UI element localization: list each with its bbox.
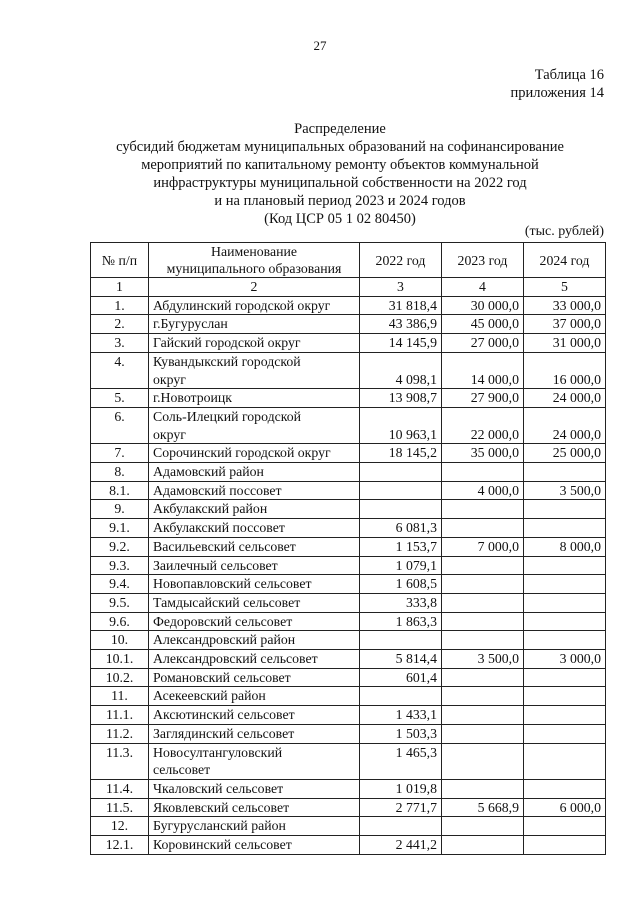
amount-2023	[442, 593, 524, 612]
municipality-name-line1: Новосултангуловский	[153, 744, 283, 760]
municipality-name-line1: Тамдысайский сельсовет	[153, 594, 301, 610]
table-row	[91, 817, 606, 836]
row-number: 5.	[91, 389, 149, 408]
header-no: № п/п	[91, 243, 149, 278]
municipality-name-line1: Заилечный сельсовет	[153, 557, 278, 573]
amount-2023: 4 000,0	[442, 481, 524, 500]
table-row	[91, 836, 606, 855]
municipality-name	[149, 463, 360, 482]
row-number: 11.3.	[91, 743, 149, 779]
row-number: 9.1.	[91, 519, 149, 538]
units-label: (тыс. рублей)	[524, 224, 604, 239]
municipality-name-line1: Чкаловский сельсовет	[153, 780, 284, 796]
amount-2022: 5 814,4	[360, 650, 442, 669]
amount-2022: 6 081,3	[360, 519, 442, 538]
municipality-name	[149, 650, 360, 669]
amount-2024	[524, 743, 606, 779]
table-reference	[511, 66, 604, 102]
header-2023: 2023 год	[442, 243, 524, 278]
amount-2024	[524, 463, 606, 482]
row-number: 10.1.	[91, 650, 149, 669]
row-number: 9.6.	[91, 612, 149, 631]
amount-2023	[442, 500, 524, 519]
row-number: 11.1.	[91, 706, 149, 725]
municipality-name-line2: сельсовет	[153, 762, 211, 778]
amount-2024	[524, 500, 606, 519]
municipality-name-line2: округ	[153, 426, 186, 442]
amount-2023	[442, 575, 524, 594]
table-row	[91, 593, 606, 612]
municipality-name-line1: Романовский сельсовет	[153, 669, 291, 685]
row-number: 6.	[91, 407, 149, 443]
amount-2023	[442, 724, 524, 743]
amount-2023	[442, 817, 524, 836]
table-body	[91, 296, 606, 854]
amount-2022: 1 608,5	[360, 575, 442, 594]
amount-2023	[442, 519, 524, 538]
table-row	[91, 706, 606, 725]
table-row	[91, 296, 606, 315]
header-row	[91, 243, 606, 278]
amount-2022: 10 963,1	[360, 407, 442, 443]
title-line6: (Код ЦСР 05 1 02 80450)	[264, 211, 416, 227]
municipality-name	[149, 668, 360, 687]
municipality-name	[149, 500, 360, 519]
amount-2022: 1 153,7	[360, 537, 442, 556]
municipality-name	[149, 724, 360, 743]
table-row	[91, 650, 606, 669]
table-row	[91, 334, 606, 353]
municipality-name	[149, 481, 360, 500]
amount-2024	[524, 593, 606, 612]
amount-2024	[524, 817, 606, 836]
amount-2022: 14 145,9	[360, 334, 442, 353]
municipality-name	[149, 537, 360, 556]
table-row	[91, 315, 606, 334]
amount-2023	[442, 743, 524, 779]
municipality-name	[149, 612, 360, 631]
amount-2022	[360, 687, 442, 706]
table-row	[91, 481, 606, 500]
title-line3: мероприятий по капитальному ремонту объектов коммунальной	[141, 157, 539, 173]
municipality-name-line1: Федоровский сельсовет	[153, 613, 293, 629]
column-number-row	[91, 278, 606, 297]
amount-2022: 1 433,1	[360, 706, 442, 725]
municipality-name-line1: Васильевский сельсовет	[153, 538, 296, 554]
amount-2022	[360, 500, 442, 519]
municipality-name-line1: Заглядинский сельсовет	[153, 725, 295, 741]
municipality-name-line1: Адамовский поссовет	[153, 482, 282, 498]
table-row	[91, 798, 606, 817]
header-name-line2: муниципального образования	[166, 261, 342, 276]
amount-2024	[524, 556, 606, 575]
amount-2024	[524, 575, 606, 594]
row-number: 7.	[91, 444, 149, 463]
municipality-name-line1: Александровский район	[153, 632, 296, 648]
amount-2023	[442, 463, 524, 482]
table-ref-line2: приложения 14	[510, 85, 604, 101]
amount-2023	[442, 631, 524, 650]
amount-2022: 1 503,3	[360, 724, 442, 743]
amount-2023: 27 000,0	[442, 334, 524, 353]
amount-2022: 1 079,1	[360, 556, 442, 575]
row-number: 1.	[91, 296, 149, 315]
municipality-name-line1: Акбулакский поссовет	[153, 520, 285, 536]
table-ref-line1: Таблица 16	[534, 67, 604, 83]
municipality-name	[149, 706, 360, 725]
municipality-name	[149, 315, 360, 334]
amount-2024: 3 000,0	[524, 650, 606, 669]
amount-2022	[360, 463, 442, 482]
amount-2024: 24 000,0	[524, 389, 606, 408]
amount-2023	[442, 836, 524, 855]
table-row	[91, 519, 606, 538]
row-number: 10.	[91, 631, 149, 650]
row-number: 11.2.	[91, 724, 149, 743]
row-number: 2.	[91, 315, 149, 334]
municipality-name	[149, 407, 360, 443]
amount-2023: 5 668,9	[442, 798, 524, 817]
amount-2024	[524, 687, 606, 706]
col-number: 1	[91, 278, 149, 297]
municipality-name	[149, 631, 360, 650]
amount-2023: 45 000,0	[442, 315, 524, 334]
table-row	[91, 668, 606, 687]
header-name	[149, 243, 360, 278]
row-number: 3.	[91, 334, 149, 353]
header-2022: 2022 год	[360, 243, 442, 278]
amount-2022	[360, 817, 442, 836]
row-number: 12.	[91, 817, 149, 836]
municipality-name-line1: Асекеевский район	[153, 688, 266, 704]
title-line4: инфраструктуры муниципальной собственности на 2022 год	[153, 175, 527, 191]
amount-2024	[524, 706, 606, 725]
amount-2022: 333,8	[360, 593, 442, 612]
table-row	[91, 575, 606, 594]
page-number: 27	[313, 38, 327, 53]
municipality-name	[149, 687, 360, 706]
amount-2022	[360, 481, 442, 500]
municipality-name-line1: г.Новотроицк	[153, 390, 233, 406]
amount-2023: 7 000,0	[442, 537, 524, 556]
amount-2024: 16 000,0	[524, 352, 606, 388]
subsidy-table	[90, 242, 606, 855]
row-number: 9.2.	[91, 537, 149, 556]
amount-2024	[524, 612, 606, 631]
amount-2023	[442, 706, 524, 725]
amount-2023: 30 000,0	[442, 296, 524, 315]
amount-2024	[524, 779, 606, 798]
amount-2022: 2 771,7	[360, 798, 442, 817]
amount-2023: 3 500,0	[442, 650, 524, 669]
row-number: 11.4.	[91, 779, 149, 798]
amount-2022	[360, 631, 442, 650]
amount-2022: 4 098,1	[360, 352, 442, 388]
col-number: 3	[360, 278, 442, 297]
amount-2024: 37 000,0	[524, 315, 606, 334]
amount-2023: 14 000,0	[442, 352, 524, 388]
municipality-name	[149, 593, 360, 612]
table-row	[91, 407, 606, 443]
header-name-line1: Наименование	[211, 244, 297, 259]
amount-2022: 1 465,3	[360, 743, 442, 779]
municipality-name-line1: г.Бугуруслан	[153, 316, 228, 332]
table-row	[91, 687, 606, 706]
municipality-name	[149, 836, 360, 855]
amount-2022: 18 145,2	[360, 444, 442, 463]
municipality-name	[149, 798, 360, 817]
row-number: 10.2.	[91, 668, 149, 687]
table-row	[91, 463, 606, 482]
title-line5: и на плановый период 2023 и 2024 годов	[214, 193, 466, 209]
municipality-name	[149, 556, 360, 575]
municipality-name-line1: Яковлевский сельсовет	[153, 799, 290, 815]
table-row	[91, 612, 606, 631]
municipality-name-line1: Адамовский район	[153, 464, 264, 480]
row-number: 9.5.	[91, 593, 149, 612]
amount-2022: 2 441,2	[360, 836, 442, 855]
amount-2023	[442, 556, 524, 575]
municipality-name-line1: Кувандыкский городской	[153, 353, 301, 369]
col-number: 5	[524, 278, 606, 297]
amount-2022: 1 019,8	[360, 779, 442, 798]
table-row	[91, 500, 606, 519]
amount-2022: 31 818,4	[360, 296, 442, 315]
municipality-name	[149, 389, 360, 408]
amount-2024	[524, 724, 606, 743]
row-number: 8.1.	[91, 481, 149, 500]
municipality-name	[149, 779, 360, 798]
table-row	[91, 779, 606, 798]
amount-2022: 13 908,7	[360, 389, 442, 408]
municipality-name	[149, 334, 360, 353]
amount-2024: 31 000,0	[524, 334, 606, 353]
amount-2024: 3 500,0	[524, 481, 606, 500]
municipality-name	[149, 743, 360, 779]
table-row	[91, 556, 606, 575]
municipality-name	[149, 352, 360, 388]
municipality-name	[149, 296, 360, 315]
row-number: 9.3.	[91, 556, 149, 575]
title-line1: Распределение	[294, 121, 386, 137]
amount-2024: 33 000,0	[524, 296, 606, 315]
amount-2023	[442, 668, 524, 687]
municipality-name-line1: Гайский городской округ	[153, 335, 301, 351]
header-2024: 2024 год	[524, 243, 606, 278]
municipality-name-line1: Акбулакский район	[153, 501, 268, 517]
amount-2024: 6 000,0	[524, 798, 606, 817]
amount-2024: 8 000,0	[524, 537, 606, 556]
amount-2023	[442, 687, 524, 706]
municipality-name-line1: Бугурусланский район	[153, 818, 286, 834]
amount-2024: 24 000,0	[524, 407, 606, 443]
municipality-name-line2: округ	[153, 371, 186, 387]
row-number: 12.1.	[91, 836, 149, 855]
title-line2: субсидий бюджетам муниципальных образований на софинансирование	[116, 139, 564, 155]
amount-2024	[524, 631, 606, 650]
row-number: 11.	[91, 687, 149, 706]
municipality-name-line1: Александровский сельсовет	[153, 651, 318, 667]
table-row	[91, 444, 606, 463]
amount-2024	[524, 519, 606, 538]
amount-2022: 43 386,9	[360, 315, 442, 334]
table-row	[91, 352, 606, 388]
row-number: 8.	[91, 463, 149, 482]
col-number: 4	[442, 278, 524, 297]
amount-2023: 22 000,0	[442, 407, 524, 443]
municipality-name-line1: Коровинский сельсовет	[153, 837, 292, 853]
table-row	[91, 743, 606, 779]
row-number: 9.	[91, 500, 149, 519]
amount-2022: 1 863,3	[360, 612, 442, 631]
municipality-name-line1: Новопавловский сельсовет	[153, 576, 312, 592]
amount-2022: 601,4	[360, 668, 442, 687]
municipality-name-line1: Соль-Илецкий городской	[153, 408, 302, 424]
table-row	[91, 724, 606, 743]
municipality-name	[149, 519, 360, 538]
row-number: 11.5.	[91, 798, 149, 817]
municipality-name-line1: Абдулинский городской округ	[153, 297, 331, 313]
municipality-name	[149, 444, 360, 463]
amount-2023	[442, 612, 524, 631]
table-row	[91, 537, 606, 556]
municipality-name-line1: Сорочинский городской округ	[153, 445, 331, 461]
municipality-name	[149, 817, 360, 836]
col-number: 2	[149, 278, 360, 297]
municipality-name	[149, 575, 360, 594]
amount-2023: 35 000,0	[442, 444, 524, 463]
amount-2024: 25 000,0	[524, 444, 606, 463]
municipality-name-line1: Аксютинский сельсовет	[153, 707, 295, 723]
amount-2023: 27 900,0	[442, 389, 524, 408]
amount-2023	[442, 779, 524, 798]
row-number: 4.	[91, 352, 149, 388]
table-row	[91, 389, 606, 408]
amount-2024	[524, 836, 606, 855]
document-title	[40, 120, 640, 228]
table-row	[91, 631, 606, 650]
row-number: 9.4.	[91, 575, 149, 594]
amount-2024	[524, 668, 606, 687]
